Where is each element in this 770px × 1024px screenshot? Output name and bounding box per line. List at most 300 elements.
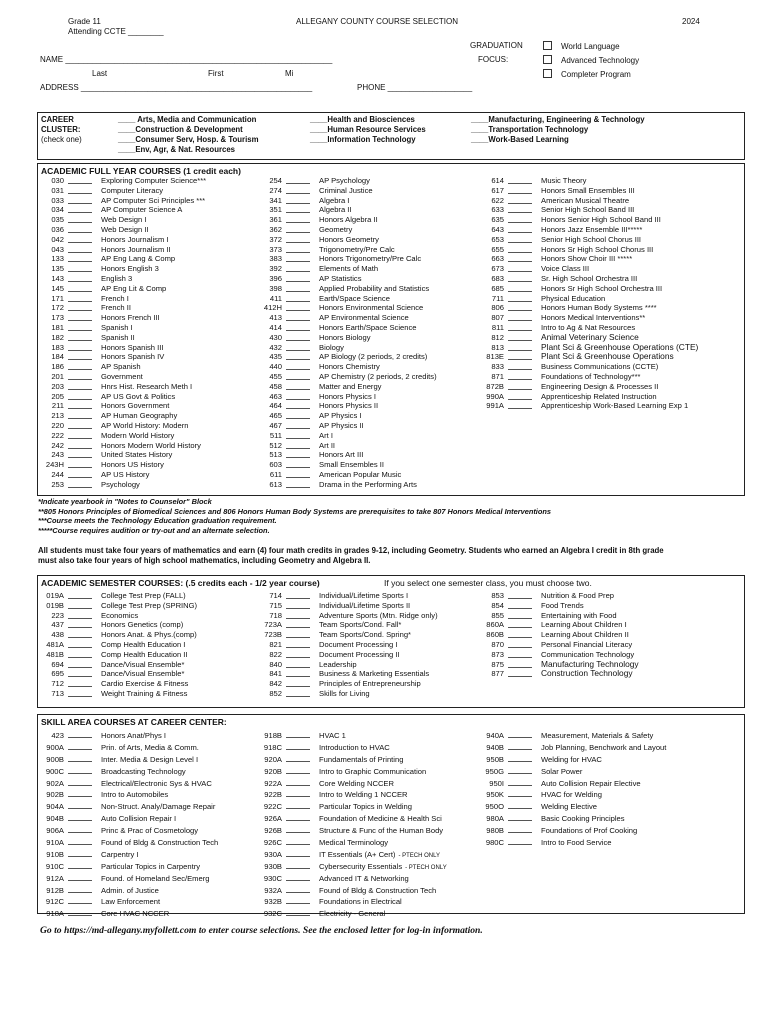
course-code: 437: [51, 620, 64, 630]
course-select-blank[interactable]: [68, 766, 92, 774]
course-name: [319, 245, 395, 255]
course-title: Honors Geometry: [319, 234, 379, 244]
course-select-blank[interactable]: [68, 382, 92, 390]
option-completer-program[interactable]: Completer Program: [543, 69, 631, 79]
course-select-blank[interactable]: [68, 401, 92, 409]
course-select-blank[interactable]: [286, 640, 310, 648]
course-name: [101, 215, 146, 225]
course-select-blank[interactable]: [68, 620, 92, 628]
course-select-blank[interactable]: [286, 333, 310, 341]
course-select-blank[interactable]: [508, 620, 532, 628]
checkbox-icon[interactable]: [543, 69, 552, 78]
course-row: [38, 392, 258, 402]
course-select-blank[interactable]: [286, 669, 310, 677]
course-select-blank[interactable]: [286, 303, 310, 311]
course-name: [319, 372, 437, 382]
course-select-blank[interactable]: [68, 611, 92, 619]
course-select-blank[interactable]: [286, 778, 310, 786]
course-select-blank[interactable]: [508, 362, 532, 370]
course-select-blank[interactable]: [508, 650, 532, 658]
course-title: AP Chemistry (2 periods, 2 credits): [319, 371, 437, 381]
course-row: [38, 789, 258, 801]
cluster-option-arts[interactable]: ____ Arts, Media and Communication: [118, 115, 257, 124]
name-field[interactable]: NAME ____________________________________________________________: [40, 55, 333, 64]
course-name: [319, 235, 379, 245]
course-select-blank[interactable]: [286, 591, 310, 599]
course-select-blank[interactable]: [286, 431, 310, 439]
course-name: [101, 333, 135, 343]
course-title: American Musical Theatre: [541, 195, 630, 205]
course-select-blank[interactable]: [508, 813, 532, 821]
course-select-blank[interactable]: [68, 205, 92, 213]
course-title: Exploring Computer Science***: [101, 176, 207, 185]
course-row: [256, 873, 486, 885]
course-select-blank[interactable]: [68, 186, 92, 194]
course-select-blank[interactable]: [286, 620, 310, 628]
full-year-column-3: [478, 176, 742, 411]
course-select-blank[interactable]: [286, 225, 310, 233]
course-select-blank[interactable]: [286, 908, 310, 916]
course-select-blank[interactable]: [286, 362, 310, 370]
course-select-blank[interactable]: [286, 801, 310, 809]
course-row: [478, 789, 742, 801]
year-label: 2024: [682, 17, 700, 26]
course-row: [38, 215, 258, 225]
course-select-blank[interactable]: [286, 601, 310, 609]
course-code: 042: [51, 234, 64, 244]
footnote-technology: ***Course meets the Technology Education graduation requirement.: [38, 516, 277, 526]
course-select-blank[interactable]: [286, 254, 310, 262]
address-field[interactable]: ADDRESS ____________________________________________________: [40, 83, 313, 92]
semester-instruction: If you select one semester class, you must choose two.: [384, 578, 592, 588]
course-select-blank[interactable]: [68, 323, 92, 331]
course-row: [38, 441, 258, 451]
course-row: [256, 470, 486, 480]
course-select-blank[interactable]: [68, 294, 92, 302]
course-select-blank[interactable]: [286, 215, 310, 223]
course-select-blank[interactable]: [286, 813, 310, 821]
course-select-blank[interactable]: [508, 825, 532, 833]
course-select-blank[interactable]: [68, 264, 92, 272]
course-select-blank[interactable]: [508, 303, 532, 311]
course-code: 242: [51, 440, 64, 450]
course-code: 019A: [46, 591, 64, 600]
course-row: [38, 333, 258, 343]
course-select-blank[interactable]: [286, 896, 310, 904]
cluster-option-information-technology[interactable]: ____Information Technology: [310, 135, 416, 144]
course-code: 906A: [46, 826, 64, 836]
course-select-blank[interactable]: [286, 689, 310, 697]
course-title: Intro to Graphic Communication: [319, 766, 427, 776]
course-row: [256, 401, 486, 411]
course-select-blank[interactable]: [286, 245, 310, 253]
course-title: Honors Journalism I: [101, 234, 169, 244]
course-select-blank[interactable]: [508, 176, 532, 184]
course-select-blank[interactable]: [68, 343, 92, 351]
course-select-blank[interactable]: [68, 235, 92, 243]
course-code: 926A: [264, 814, 282, 824]
course-select-blank[interactable]: [286, 313, 310, 321]
course-select-blank[interactable]: [508, 382, 532, 390]
course-select-blank[interactable]: [286, 742, 310, 750]
course-code: 511: [269, 430, 282, 440]
course-row: [478, 254, 742, 264]
course-code: 912C: [45, 897, 64, 907]
course-select-blank[interactable]: [68, 778, 92, 786]
course-title: Web Design II: [101, 224, 149, 234]
course-select-blank[interactable]: [68, 591, 92, 599]
course-select-blank[interactable]: [508, 392, 532, 400]
course-select-blank[interactable]: [68, 801, 92, 809]
course-row: [38, 825, 258, 837]
course-select-blank[interactable]: [508, 186, 532, 194]
course-select-blank[interactable]: [508, 245, 532, 253]
course-row: [256, 861, 486, 873]
course-code: 034: [51, 205, 64, 215]
course-select-blank[interactable]: [68, 849, 92, 857]
course-select-blank[interactable]: [508, 372, 532, 380]
course-select-blank[interactable]: [68, 885, 92, 893]
course-row: [38, 801, 258, 813]
course-select-blank[interactable]: [508, 766, 532, 774]
course-name: [541, 215, 661, 225]
course-select-blank[interactable]: [68, 313, 92, 321]
course-select-blank[interactable]: [286, 730, 310, 738]
course-select-blank[interactable]: [508, 274, 532, 282]
course-code: 950O: [485, 802, 504, 812]
course-name: [101, 323, 133, 333]
course-select-blank[interactable]: [508, 235, 532, 243]
course-code: 930C: [263, 873, 282, 883]
course-select-blank[interactable]: [508, 801, 532, 809]
course-title: Modern World History: [101, 430, 175, 440]
course-select-blank[interactable]: [286, 849, 310, 857]
course-select-blank[interactable]: [508, 343, 532, 351]
course-select-blank[interactable]: [68, 630, 92, 638]
course-row: [256, 640, 486, 650]
course-code: 853: [491, 591, 504, 600]
course-select-blank[interactable]: [68, 480, 92, 488]
course-name: [319, 362, 380, 372]
course-title: Princ & Prac of Cosmetology: [101, 826, 199, 836]
course-name: [101, 754, 198, 766]
course-select-blank[interactable]: [68, 460, 92, 468]
checkbox-icon[interactable]: [543, 55, 552, 64]
course-select-blank[interactable]: [68, 873, 92, 881]
course-select-blank[interactable]: [508, 294, 532, 302]
course-select-blank[interactable]: [286, 176, 310, 184]
course-select-blank[interactable]: [68, 742, 92, 750]
course-select-blank[interactable]: [68, 669, 92, 677]
course-row: [38, 896, 258, 908]
course-select-blank[interactable]: [68, 679, 92, 687]
course-select-blank[interactable]: [68, 333, 92, 341]
course-row: [38, 813, 258, 825]
course-select-blank[interactable]: [286, 460, 310, 468]
course-select-blank[interactable]: [286, 294, 310, 302]
course-select-blank[interactable]: [508, 640, 532, 648]
cluster-option-environment[interactable]: ____Env, Agr, & Nat. Resources: [118, 145, 236, 154]
course-row: [478, 294, 742, 304]
course-row: [256, 789, 486, 801]
course-title: Honors Show Choir III *****: [541, 254, 633, 264]
course-name: [319, 620, 401, 630]
course-code: 614: [491, 176, 504, 185]
course-select-blank[interactable]: [508, 591, 532, 599]
course-select-blank[interactable]: [68, 650, 92, 658]
course-select-blank[interactable]: [68, 411, 92, 419]
course-select-blank[interactable]: [68, 660, 92, 668]
course-row: [38, 908, 258, 920]
course-select-blank[interactable]: [68, 896, 92, 904]
course-code: 253: [51, 479, 64, 489]
course-select-blank[interactable]: [68, 215, 92, 223]
skill-area-section: [37, 714, 745, 919]
course-select-blank[interactable]: [286, 789, 310, 797]
course-select-blank[interactable]: [286, 382, 310, 390]
course-name: [541, 196, 629, 206]
course-code: 603: [269, 460, 282, 470]
course-select-blank[interactable]: [286, 450, 310, 458]
course-row: [478, 730, 742, 742]
course-select-blank[interactable]: [508, 196, 532, 204]
course-title: AP Eng Lang & Comp: [101, 254, 176, 264]
course-select-blank[interactable]: [286, 837, 310, 845]
course-select-blank[interactable]: [286, 352, 310, 360]
course-title: AP US Govt & Politics: [101, 391, 176, 401]
check-one-label: (check one): [41, 135, 82, 144]
course-title: Honors Environmental Science: [319, 303, 424, 313]
course-select-blank[interactable]: [508, 601, 532, 609]
course-select-blank[interactable]: [68, 450, 92, 458]
course-select-blank[interactable]: [286, 754, 310, 762]
course-select-blank[interactable]: [286, 274, 310, 282]
course-name: [541, 294, 605, 304]
option-world-language[interactable]: World Language: [543, 41, 620, 51]
cluster-option-health[interactable]: ____Health and Biosciences: [310, 115, 415, 124]
course-select-blank[interactable]: [68, 352, 92, 360]
course-title: Team Sports/Cond. Spring*: [319, 630, 412, 640]
course-title: Honors Genetics (comp): [101, 620, 184, 630]
cluster-option-construction[interactable]: ____Construction & Development: [118, 125, 243, 134]
course-select-blank[interactable]: [286, 679, 310, 687]
course-code: 361: [269, 215, 282, 225]
course-select-blank[interactable]: [508, 669, 532, 677]
course-select-blank[interactable]: [68, 908, 92, 916]
course-row: [478, 274, 742, 284]
course-name: [101, 861, 200, 873]
course-select-blank[interactable]: [68, 303, 92, 311]
course-select-blank[interactable]: [68, 274, 92, 282]
course-select-blank[interactable]: [68, 601, 92, 609]
course-code: 222: [51, 430, 64, 440]
course-select-blank[interactable]: [68, 392, 92, 400]
cluster-option-consumer[interactable]: ____Consumer Serv, Hosp. & Tourism: [118, 135, 259, 144]
course-name: [319, 450, 363, 460]
course-code: 464: [269, 401, 282, 411]
course-select-blank[interactable]: [68, 284, 92, 292]
course-select-blank[interactable]: [508, 660, 532, 668]
course-code: 713: [51, 688, 64, 698]
course-row: [38, 778, 258, 790]
course-row: [256, 650, 486, 660]
course-select-blank[interactable]: [68, 825, 92, 833]
course-select-blank[interactable]: [286, 885, 310, 893]
course-select-blank[interactable]: [508, 401, 532, 409]
course-title: Honors Modern World History: [101, 440, 201, 450]
career-cluster-labels: [41, 115, 82, 145]
course-select-blank[interactable]: [286, 196, 310, 204]
course-select-blank[interactable]: [286, 873, 310, 881]
course-select-blank[interactable]: [68, 754, 92, 762]
course-name: [101, 225, 149, 235]
course-select-blank[interactable]: [286, 264, 310, 272]
course-code: 932C: [263, 909, 282, 919]
course-select-blank[interactable]: [286, 861, 310, 869]
course-select-blank[interactable]: [286, 401, 310, 409]
course-code: 940A: [486, 731, 504, 740]
course-select-blank[interactable]: [508, 254, 532, 262]
course-name: [319, 176, 370, 186]
course-select-blank[interactable]: [508, 225, 532, 233]
course-select-blank[interactable]: [68, 470, 92, 478]
course-select-blank[interactable]: [68, 837, 92, 845]
cluster-option-manufacturing[interactable]: ____Manufacturing, Engineering & Technology: [471, 115, 645, 124]
checkbox-icon[interactable]: [543, 41, 552, 50]
course-select-blank[interactable]: [286, 372, 310, 380]
course-select-blank[interactable]: [508, 611, 532, 619]
course-select-blank[interactable]: [286, 235, 310, 243]
course-select-blank[interactable]: [508, 333, 532, 341]
course-name: [541, 235, 641, 245]
course-name: [319, 480, 417, 490]
course-code: 932A: [264, 885, 282, 895]
course-row: [256, 441, 486, 451]
course-select-blank[interactable]: [286, 825, 310, 833]
course-select-blank[interactable]: [508, 205, 532, 213]
course-select-blank[interactable]: [286, 611, 310, 619]
course-name: [101, 460, 164, 470]
course-select-blank[interactable]: [68, 689, 92, 697]
course-select-blank[interactable]: [286, 392, 310, 400]
course-select-blank[interactable]: [68, 196, 92, 204]
course-code: 833: [491, 362, 504, 372]
course-code: 870: [491, 639, 504, 649]
cluster-option-work-based[interactable]: ____Work-Based Learning: [471, 135, 569, 144]
course-select-blank[interactable]: [68, 813, 92, 821]
course-select-blank[interactable]: [286, 470, 310, 478]
course-code: 392: [269, 264, 282, 274]
course-code: 036: [51, 224, 64, 234]
course-select-blank[interactable]: [286, 411, 310, 419]
course-select-blank[interactable]: [68, 431, 92, 439]
skill-column-3: [478, 730, 742, 849]
course-title: Welding Elective: [541, 802, 597, 812]
course-row: [256, 611, 486, 621]
page-title: ALLEGANY COUNTY COURSE SELECTION: [296, 17, 458, 26]
course-select-blank[interactable]: [508, 754, 532, 762]
course-select-blank[interactable]: [508, 789, 532, 797]
course-select-blank[interactable]: [68, 176, 92, 184]
course-select-blank[interactable]: [286, 480, 310, 488]
course-select-blank[interactable]: [508, 264, 532, 272]
course-code: 806: [491, 303, 504, 313]
course-select-blank[interactable]: [68, 441, 92, 449]
course-title: College Test Prep (SPRING): [101, 600, 198, 610]
course-select-blank[interactable]: [508, 630, 532, 638]
course-name: [319, 873, 409, 885]
course-row: [38, 837, 258, 849]
course-select-blank[interactable]: [286, 441, 310, 449]
course-select-blank[interactable]: [68, 245, 92, 253]
phone-field[interactable]: PHONE ___________________: [357, 83, 473, 92]
course-select-blank[interactable]: [508, 352, 532, 360]
option-advanced-technology[interactable]: Advanced Technology: [543, 55, 639, 65]
course-select-blank[interactable]: [508, 730, 532, 738]
course-name: [101, 825, 198, 837]
footnote-yearbook: *Indicate yearbook in "Notes to Counselor" Block: [38, 497, 212, 506]
course-row: [478, 372, 742, 382]
course-title: Dance/Visual Ensemble*: [101, 669, 185, 679]
course-select-blank[interactable]: [286, 323, 310, 331]
course-code: 723B: [264, 630, 282, 640]
course-select-blank[interactable]: [286, 421, 310, 429]
course-select-blank[interactable]: [68, 362, 92, 370]
course-select-blank[interactable]: [286, 766, 310, 774]
course-code: 184: [51, 352, 64, 362]
course-select-blank[interactable]: [286, 205, 310, 213]
course-row: [478, 215, 742, 225]
course-select-blank[interactable]: [68, 861, 92, 869]
course-select-blank[interactable]: [68, 640, 92, 648]
course-select-blank[interactable]: [508, 778, 532, 786]
cluster-option-transportation[interactable]: ____Transportation Technology: [471, 125, 589, 134]
course-title: Dance/Visual Ensemble*: [101, 659, 185, 669]
course-select-blank[interactable]: [286, 630, 310, 638]
course-select-blank[interactable]: [508, 215, 532, 223]
course-select-blank[interactable]: [68, 372, 92, 380]
course-select-blank[interactable]: [508, 284, 532, 292]
course-select-blank[interactable]: [286, 343, 310, 351]
course-title: Honors Government: [101, 401, 170, 411]
course-code: 133: [51, 254, 64, 264]
course-select-blank[interactable]: [508, 742, 532, 750]
attending-ccte-field[interactable]: Attending CCTE ________: [68, 27, 164, 36]
course-select-blank[interactable]: [68, 421, 92, 429]
course-select-blank[interactable]: [286, 284, 310, 292]
course-select-blank[interactable]: [286, 660, 310, 668]
course-select-blank[interactable]: [68, 730, 92, 738]
course-name: [541, 730, 653, 742]
course-select-blank[interactable]: [508, 313, 532, 321]
course-select-blank[interactable]: [286, 650, 310, 658]
course-select-blank[interactable]: [508, 837, 532, 845]
course-select-blank[interactable]: [286, 186, 310, 194]
course-name: [101, 313, 160, 323]
course-select-blank[interactable]: [508, 323, 532, 331]
course-name: [101, 264, 159, 274]
course-title: Small Ensembles II: [319, 460, 384, 470]
course-select-blank[interactable]: [68, 225, 92, 233]
course-code: 990A: [486, 391, 504, 401]
course-name: [319, 401, 378, 411]
course-row: [38, 480, 258, 490]
cluster-option-human-resource[interactable]: ____Human Resource Services: [310, 125, 426, 134]
course-row: [38, 225, 258, 235]
course-name: [541, 401, 688, 411]
course-select-blank[interactable]: [68, 254, 92, 262]
course-select-blank[interactable]: [68, 789, 92, 797]
